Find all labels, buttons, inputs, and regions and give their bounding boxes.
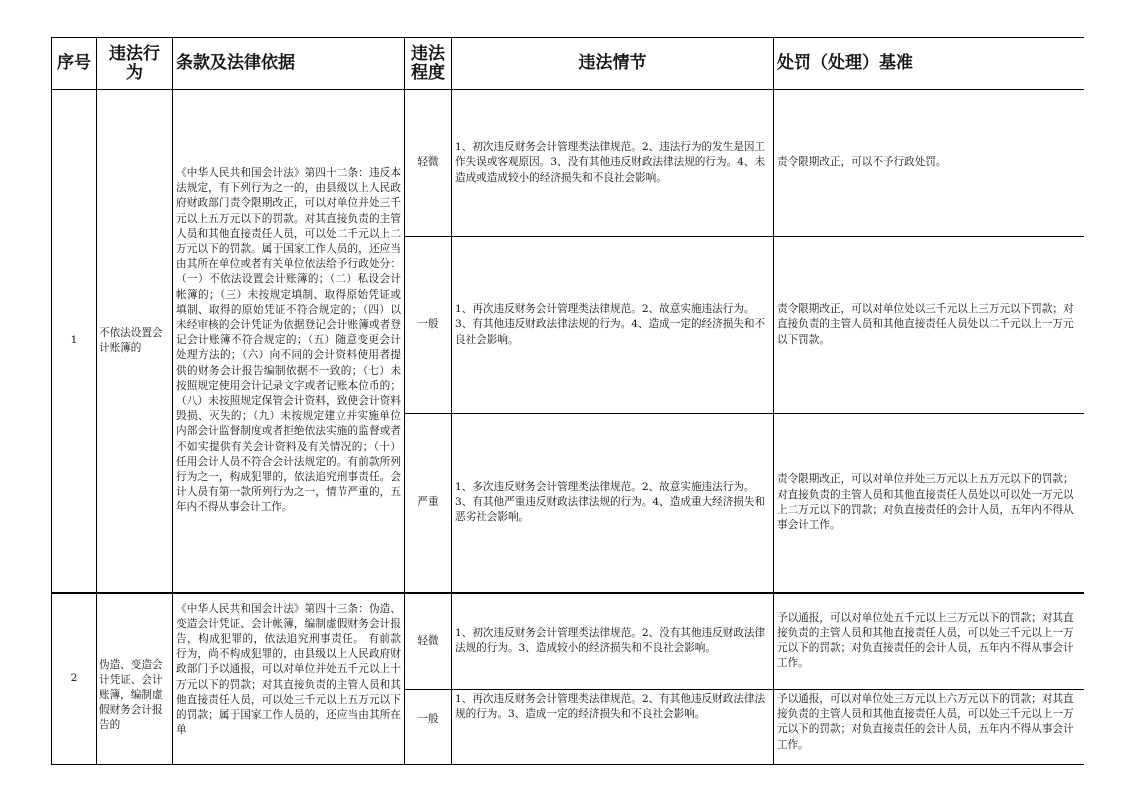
degree-cell: 轻微 <box>405 90 452 237</box>
degree-cell: 严重 <box>405 414 452 593</box>
table-row <box>52 90 1085 237</box>
penalty-cell: 责令限期改正，可以不予行政处罚。 <box>774 90 1085 237</box>
header-degree: 违法程度 <box>405 38 452 90</box>
violation-act: 不依法设置会计账簿的 <box>97 90 173 593</box>
degree-cell: 轻微 <box>405 593 452 690</box>
header-row <box>52 38 1085 90</box>
header-law: 条款及法律依据 <box>173 38 405 90</box>
legal-basis-text: 《中华人民共和国会计法》第四十二条：违反本法规定，有下列行为之一的，由县级以上人民政府财政部门责令限期改正，可以对单位并处三千元以上五万元以下的罚款。对其直接负责的主管人员和其他直接责任人员，可以处二千元以上二万元以下的罚款。属于国家工作人员的，还应当由其所在单位或者有关单位依法给予行政处分：（一）不依法设置会计账簿的；（二）私设会计帐簿的；（三）未按规定填制、取得原始凭证或填制、取得的原始凭证不符合规定的；（四）以未经审核的会计凭证为依据登记会计账簿或者登记会计账簿不符合规定的；（五）随意变更会计处理方法的；（六）向不同的会计资料使用者提供的财务会计报告编制依据不一致的；（七）未按照规定使用会计记录文字或者记账本位币的；（八）未按照规定保管会计资料，致使会计资料毁损、灭失的；（九）未按规定建立并实施单位内部会计监督制度或者拒绝依法实施的监督或者不如实提供有关会计资料及有关情况的；（十）任用会计人员不符合会计法规定的。有前款所列行为之一，构成犯罪的，依法追究刑事责任。会计人员有第一款所列行为之一，情节严重的，五年内不得从事会计工作。 <box>176 166 401 514</box>
header-penalty: 处罚（处理）基准 <box>774 38 1085 90</box>
header-act: 违法行为 <box>97 38 173 90</box>
table-row <box>52 593 1085 690</box>
penalty-cell: 予以通报，可以对单位处五千元以上三万元以下的罚款；对其直接负责的主管人员和其他直接责任人员，可以处三千元以上一万元以下的罚款；对负直接责任的会计人员，五年内不得从事会计工作。 <box>774 593 1085 690</box>
legal-basis <box>173 593 405 765</box>
fact-cell: 1、多次违反财务会计管理类法律规范。2、故意实施违法行为。3、有其他严重违反财政法律法规的行为。4、造成重大经济损失和恶劣社会影响。 <box>452 414 774 593</box>
header-no: 序号 <box>52 38 97 90</box>
fact-cell: 1、初次违反财务会计管理类法律规范。2、违法行为的发生是因工作失误或客观原因。3、没有其他违反财政法律法规的行为。4、未造成或造成较小的经济损失和不良社会影响。 <box>452 90 774 237</box>
legal-basis <box>173 90 405 593</box>
penalty-standard-table <box>51 37 1084 765</box>
penalty-cell: 予以通报，可以对单位处三万元以上六万元以下的罚款；对其直接负责的主管人员和其他直接责任人员，可以处三千元以上一万元以下的罚款；对负直接责任的会计人员，五年内不得从事会计工作。 <box>774 690 1085 765</box>
degree-cell: 一般 <box>405 690 452 765</box>
penalty-cell: 责令限期改正，可以对单位并处三万元以上五万元以下的罚款；对直接负责的主管人员和其他直接责任人员处以可以处一万元以上二万元以下的罚款；对负直接责任的会计人员，五年内不得从事会计工作。 <box>774 414 1085 593</box>
fact-cell: 1、再次违反财务会计管理类法律规范。2、故意实施违法行为。3、有其他违反财政法律法规的行为。4、造成一定的经济损失和不良社会影响。 <box>452 237 774 414</box>
penalty-standard-table-sheet <box>51 37 1084 793</box>
violation-act: 伪造、变造会计凭证、会计账簿，编制虚假财务会计报告的 <box>97 593 173 765</box>
row-number: 2 <box>52 593 97 765</box>
legal-basis-text: 《中华人民共和国会计法》第四十三条：伪造、变造会计凭证、会计帐簿，编制虚假财务会计报告，构成犯罪的，依法追究刑事责任。 有前款行为，尚不构成犯罪的，由县级以上人民政府财政部门予以通报，可以对单位并处五千元以上十万元以下的罚款；对其直接负责的主管人员和其他直接责任人员，可以处三千元以上五万元以下的罚款；属于国家工作人员的，还应当由其所在单 <box>176 602 401 737</box>
penalty-cell: 责令限期改正，可以对单位处以三千元以上三万元以下罚款；对直接负责的主管人员和其他直接责任人员处以二千元以上一万元以下罚款。 <box>774 237 1085 414</box>
header-fact: 违法情节 <box>452 38 774 90</box>
row-number: 1 <box>52 90 97 593</box>
fact-cell: 1、初次违反财务会计管理类法律规范。2、没有其他违反财政法律法规的行为。3、造成较小的经济损失和不良社会影响。 <box>452 593 774 690</box>
degree-cell: 一般 <box>405 237 452 414</box>
fact-cell: 1、再次违反财务会计管理类法律规范。2、有其他违反财政法律法规的行为。3、造成一定的经济损失和不良社会影响。 <box>452 690 774 765</box>
